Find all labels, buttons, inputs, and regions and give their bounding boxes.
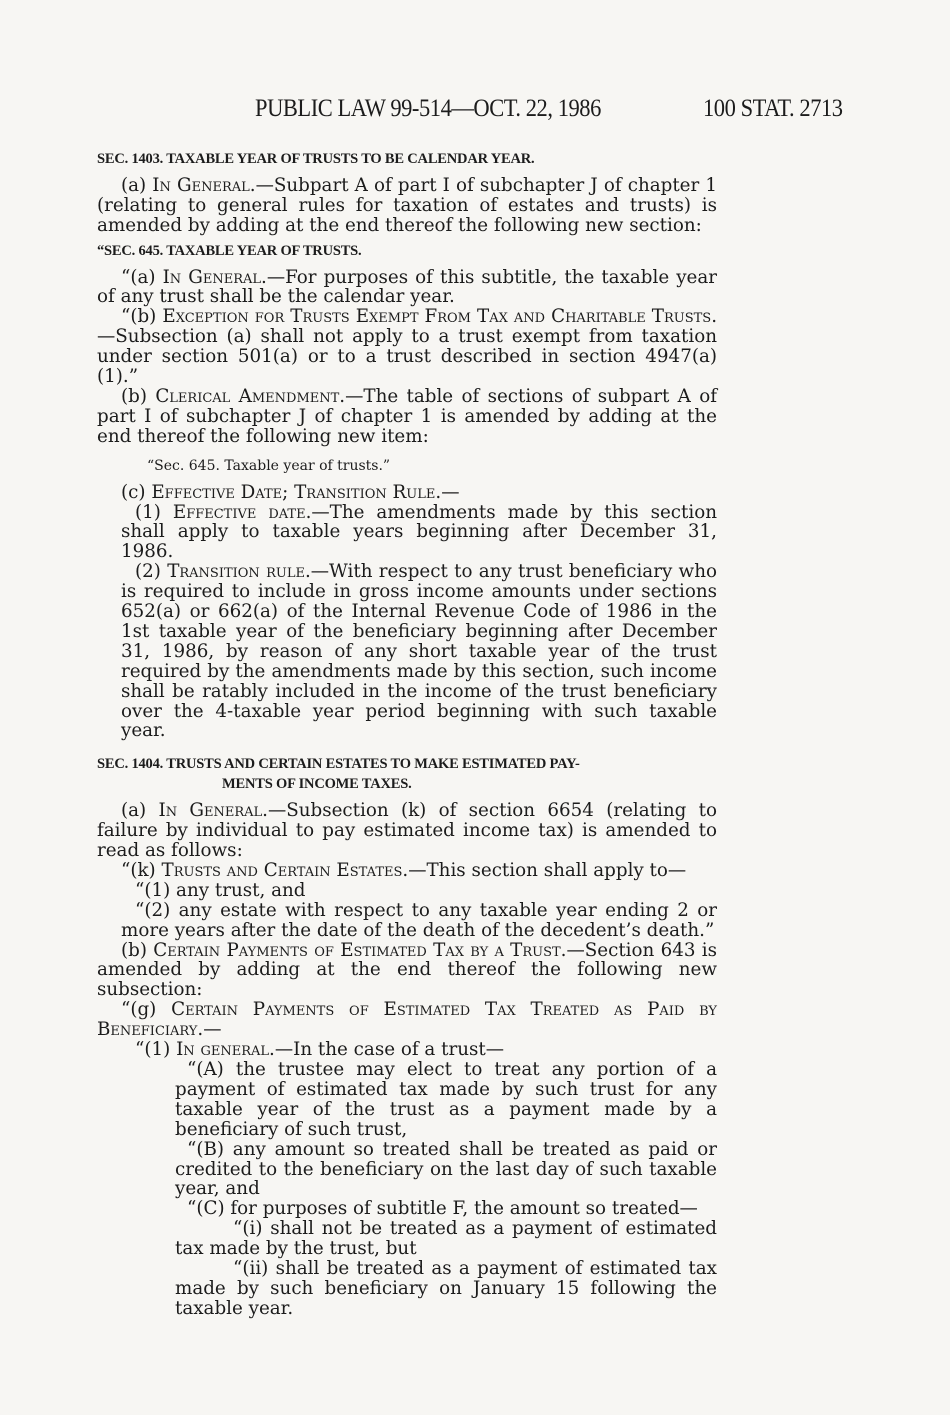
paragraph-643-g1-C-ii: “(ii) shall be treated as a payment of estimated tax made by such beneficiary on January 15 following the taxable year. <box>175 1258 717 1319</box>
paragraph-643-g: “(g) Certain Payments of Estimated Tax Treated as Paid by Beneficiary.— <box>97 999 718 1041</box>
paragraph-1403-b: (b) Clerical Amendment.—The table of sections of subpart A of part I of subchapter J of chapter 1 is amended by adding at the end thereof the following new item: <box>97 385 717 447</box>
section-1404-heading: SEC. 1404. TRUSTS AND CERTAIN ESTATES TO MAKE ESTIMATED PAY- <box>97 756 580 773</box>
paragraph-6654-k2: “(2) any estate with respect to any taxable year ending 2 or more years after the date of the death of the decedent’s death.” <box>121 899 717 941</box>
section-1404-heading-cont: MENTS OF INCOME TAXES. <box>222 776 412 793</box>
paragraph-6654-k: “(k) Trusts and Certain Estates.—This section shall apply to— <box>121 859 687 881</box>
body-text <box>97 144 717 1319</box>
paragraph-645-a: “(a) In General.—For purposes of this subtitle, the taxable year of any trust shall be the calendar year. <box>97 266 718 308</box>
running-header-title: PUBLIC LAW 99-514—OCT. 22, 1986 <box>255 95 601 122</box>
section-1403-heading: SEC. 1403. TAXABLE YEAR OF TRUSTS TO BE CALENDAR YEAR. <box>97 151 535 167</box>
paragraph-643-g1-C-i: “(i) shall not be treated as a payment of estimated tax made by the trust, but <box>175 1218 717 1260</box>
paragraph-643-g1-C: “(C) for purposes of subtitle F, the amount so treated— <box>187 1198 698 1220</box>
paragraph-643-g1-A: “(A) the trustee may elect to treat any portion of a payment of estimated tax made by such trust for any taxable year of the trust as a payment made by a beneficiary of such trust, <box>175 1058 717 1140</box>
paragraph-1403-c1: (1) Effective date.—The amendments made by this section shall apply to taxable years beginning after December 31, 1986. <box>121 501 717 563</box>
paragraph-645-b: “(b) Exception for Trusts Exempt From Tax and Charitable Trusts.—Subsection (a) shall not apply to a trust exempt from taxation under section 501(a) or to a trust described in section 4947(a)(1).” <box>97 306 717 388</box>
page-stat-number: 100 STAT. 2713 <box>703 95 843 122</box>
paragraph-6654-k1: “(1) any trust, and <box>135 879 306 901</box>
paragraph-1404-a: (a) In General.—Subsection (k) of section 6654 (relating to failure by individual to pay estimated income tax) is amended to read as follows: <box>97 800 717 861</box>
paragraph-643-g1-B: “(B) any amount so treated shall be treated as paid or credited to the beneficiary on the last day of such taxable year, and <box>175 1138 717 1200</box>
paragraph-643-g1: “(1) In general.—In the case of a trust— <box>135 1039 504 1061</box>
paragraph-1404-b: (b) Certain Payments of Estimated Tax by a Trust.—Section 643 is amended by adding at the end thereof the following new subsection: <box>97 939 718 1001</box>
section-645-heading: “SEC. 645. TAXABLE YEAR OF TRUSTS. <box>97 242 362 259</box>
paragraph-1403-c: (c) Effective Date; Transition Rule.— <box>121 481 460 503</box>
paragraph-1403-a: (a) In General.—Subpart A of part I of subchapter J of chapter 1 (relating to general rules for taxation of estates and trusts) is amended by adding at the end thereof the following new section: <box>97 174 717 236</box>
paragraph-1403-c2: (2) Transition rule.—With respect to any trust beneficiary who is required to include in gross income amounts under sections 652(a) or 662(a) of the Internal Revenue Code of 1986 in the 1st taxable year of the beneficiary beginning after December 31, 1986, by reason of any short taxable year of the trust required by the amendments made by this section, such income shall be ratably included in the income of the trust beneficiary over the 4-taxable year period beginning with such taxable year. <box>121 561 717 742</box>
table-item-quote: “Sec. 645. Taxable year of trusts.” <box>147 457 391 474</box>
